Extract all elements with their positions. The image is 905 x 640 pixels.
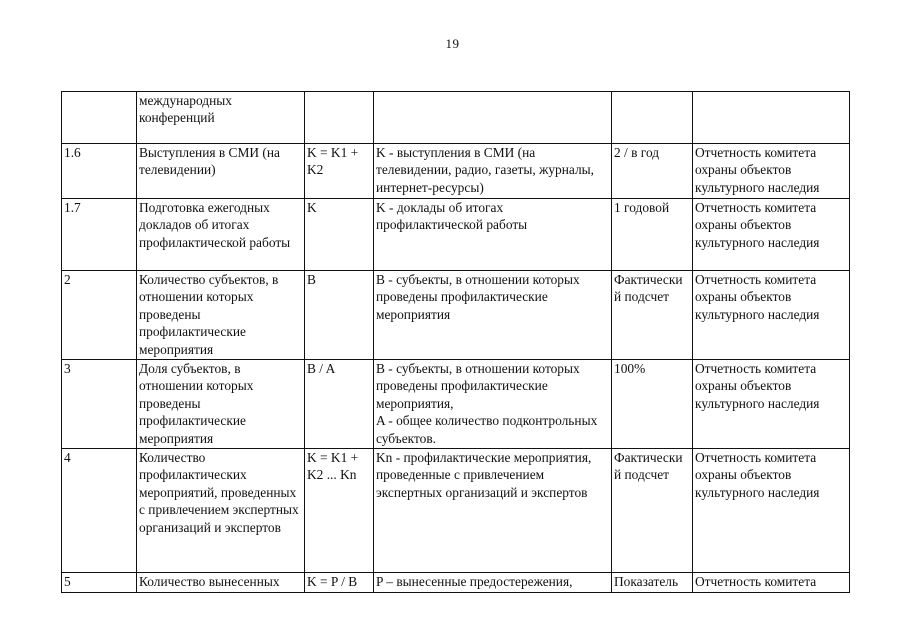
cell-formula: K = P / B (305, 573, 374, 593)
table-row (62, 449, 850, 573)
cell-period: 2 / в год (612, 144, 693, 199)
cell-number: 1.7 (62, 199, 137, 271)
cell-indicator-name: Доля субъектов, в отношении которых проведены профилактические мероприятия (137, 360, 305, 449)
cell-indicator-name: Количество субъектов, в отношении которых проведены профилактические мероприятия (137, 271, 305, 360)
cell-number: 3 (62, 360, 137, 449)
cell-formula: K = K1 + K2 (305, 144, 374, 199)
cell-source: Отчетность комитета охраны объектов культурного наследия (693, 449, 850, 573)
cell-number: 5 (62, 573, 137, 593)
table-row (62, 199, 850, 271)
cell-period: Фактически й подсчет (612, 271, 693, 360)
cell-description: P – вынесенные предостережения, (374, 573, 612, 593)
table-row (62, 92, 850, 144)
cell-period: 1 годовой (612, 199, 693, 271)
page-number: 19 (445, 36, 460, 51)
cell-indicator-name: Количество профилактических мероприятий, проведенных с привлечением экспертных организаций и экспертов (137, 449, 305, 573)
indicators-table (61, 91, 850, 593)
cell-source: Отчетность комитета охраны объектов культурного наследия (693, 199, 850, 271)
cell-description: K - доклады об итогах профилактической работы (374, 199, 612, 271)
table-row (62, 144, 850, 199)
cell-number: 2 (62, 271, 137, 360)
cell-period (612, 92, 693, 144)
cell-formula: B (305, 271, 374, 360)
table-row (62, 360, 850, 449)
cell-indicator-name: Подготовка ежегодных докладов об итогах профилактической работы (137, 199, 305, 271)
cell-indicator-name: Выступления в СМИ (на телевидении) (137, 144, 305, 199)
cell-number: 4 (62, 449, 137, 573)
cell-description: B - субъекты, в отношении которых проведены профилактические мероприятия, A - общее количество подконтрольных субъектов. (374, 360, 612, 449)
cell-source: Отчетность комитета (693, 573, 850, 593)
cell-source (693, 92, 850, 144)
cell-number: 1.6 (62, 144, 137, 199)
cell-source: Отчетность комитета охраны объектов культурного наследия (693, 144, 850, 199)
cell-period: Фактически й подсчет (612, 449, 693, 573)
table-row (62, 573, 850, 593)
cell-indicator-name: международных конференций (137, 92, 305, 144)
cell-formula: B / A (305, 360, 374, 449)
cell-indicator-name: Количество вынесенных (137, 573, 305, 593)
cell-description: Kn - профилактические мероприятия, проведенные с привлечением экспертных организаций и экспертов (374, 449, 612, 573)
cell-formula: K (305, 199, 374, 271)
cell-period: 100% (612, 360, 693, 449)
cell-source: Отчетность комитета охраны объектов культурного наследия (693, 271, 850, 360)
table-row (62, 271, 850, 360)
cell-period: Показатель (612, 573, 693, 593)
cell-formula: K = K1 + K2 ... Kn (305, 449, 374, 573)
cell-description (374, 92, 612, 144)
table-body (62, 92, 850, 593)
cell-description: B - субъекты, в отношении которых проведены профилактические мероприятия (374, 271, 612, 360)
cell-source: Отчетность комитета охраны объектов культурного наследия (693, 360, 850, 449)
cell-formula (305, 92, 374, 144)
cell-number (62, 92, 137, 144)
cell-description: K - выступления в СМИ (на телевидении, радио, газеты, журналы, интернет-ресурсы) (374, 144, 612, 199)
